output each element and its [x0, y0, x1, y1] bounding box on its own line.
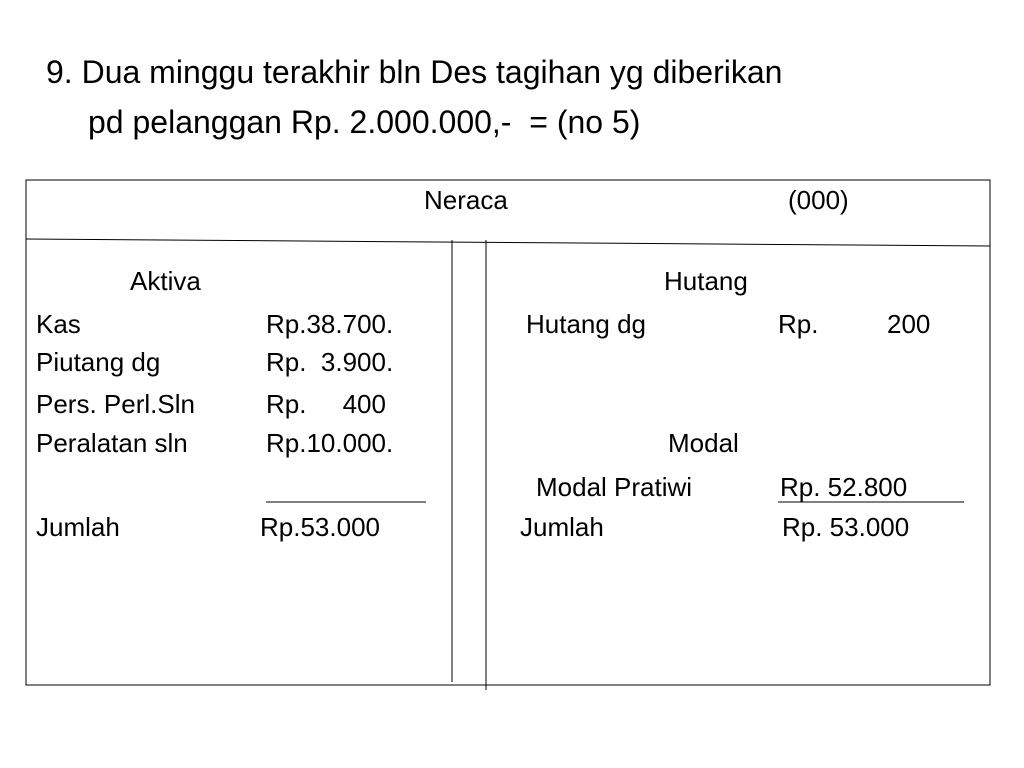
- asset-amount-piutang: Rp. 3.900.: [266, 347, 394, 377]
- equity-total-amount: Rp. 53.000: [782, 512, 910, 542]
- problem-line-2: pd pelanggan Rp. 2.000.000,- = (no 5): [88, 104, 641, 140]
- balance-sheet-unit: (000): [788, 185, 849, 215]
- assets-header: Aktiva: [130, 266, 201, 296]
- asset-label-persediaan: Pers. Perl.Sln: [36, 389, 195, 419]
- equity-amount-modal: Rp. 52.800: [780, 472, 908, 502]
- header-rule: [26, 239, 990, 246]
- asset-label-kas: Kas: [36, 309, 81, 339]
- liability-amount-hutang: 200: [887, 309, 931, 339]
- equity-label-modal: Modal Pratiwi: [536, 472, 693, 502]
- equity-total-label: Jumlah: [520, 512, 604, 542]
- asset-amount-peralatan: Rp.10.000.: [266, 428, 394, 458]
- liability-currency-hutang: Rp.: [778, 309, 819, 339]
- asset-label-piutang: Piutang dg: [36, 347, 161, 377]
- balance-sheet-title: Neraca: [424, 185, 508, 215]
- asset-amount-kas: Rp.38.700.: [266, 309, 394, 339]
- assets-total-amount: Rp.53.000: [260, 512, 380, 542]
- asset-amount-persediaan: Rp. 400: [266, 389, 386, 419]
- asset-label-peralatan: Peralatan sln: [36, 428, 188, 458]
- assets-total-label: Jumlah: [36, 512, 120, 542]
- problem-line-1: 9. Dua minggu terakhir bln Des tagihan yg diberikan: [46, 54, 783, 90]
- liability-label-hutang: Hutang dg: [526, 309, 646, 339]
- equity-header: Modal: [668, 428, 739, 458]
- liabilities-header: Hutang: [664, 266, 748, 296]
